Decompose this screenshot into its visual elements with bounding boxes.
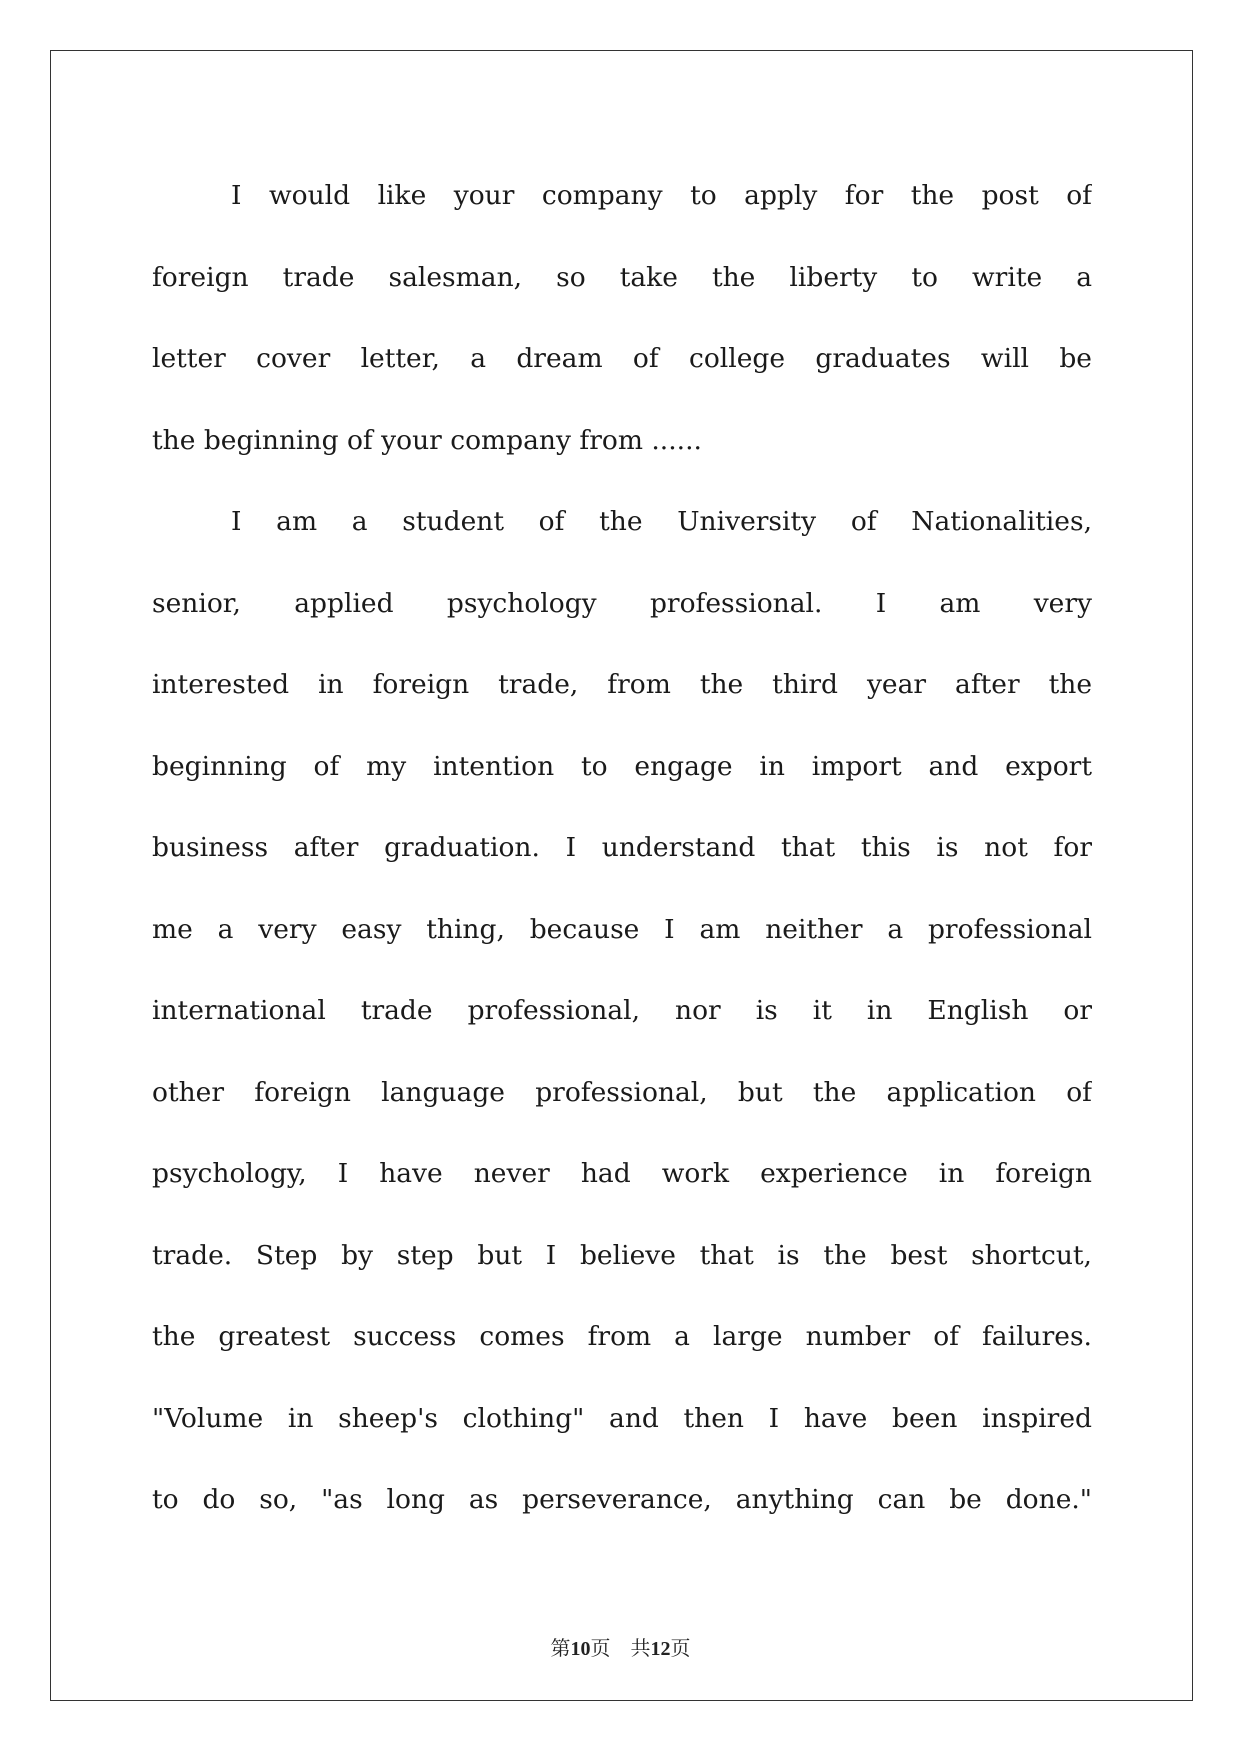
text-line: interested in foreign trade, from the third year after the [152,669,1092,700]
text-line: beginning of my intention to engage in import and export [152,750,1092,782]
text-line: me a very easy thing, because I am neither a professional [152,913,1092,945]
text-line: the beginning of your company from ...... [152,424,702,456]
text-line: business after graduation. I understand that this is not for [152,832,1092,863]
text-line: letter cover letter, a dream of college graduates will be [152,343,1092,374]
text-line: other foreign language professional, but the application of [152,1076,1092,1108]
text-line: I would like your company to apply for the post of [231,180,1092,211]
current-page-number: 10 [570,1638,591,1660]
page-prefix: 第 [550,1636,571,1660]
text-line: "Volume in sheep's clothing" and then I have been inspired [152,1402,1092,1434]
document-body [152,155,1092,1541]
total-prefix: 共 [630,1636,651,1660]
total-suffix: 页 [670,1636,691,1660]
text-line: psychology, I have never had work experience in foreign [152,1158,1092,1189]
text-line: to do so, "as long as perseverance, anything can be done." [152,1484,1092,1515]
text-line: the greatest success comes from a large number of failures. [152,1321,1092,1352]
text-line: I am a student of the University of Nationalities, [231,506,1092,537]
page-footer [0,1632,1241,1661]
text-line: trade. Step by step but I believe that is the best shortcut, [152,1239,1092,1271]
page-suffix: 页 [590,1636,611,1660]
text-line: foreign trade salesman, so take the liberty to write a [152,261,1092,293]
text-line: international trade professional, nor is it in English or [152,995,1092,1026]
text-line: senior, applied psychology professional. I am very [152,587,1092,619]
total-page-count: 12 [650,1638,671,1660]
